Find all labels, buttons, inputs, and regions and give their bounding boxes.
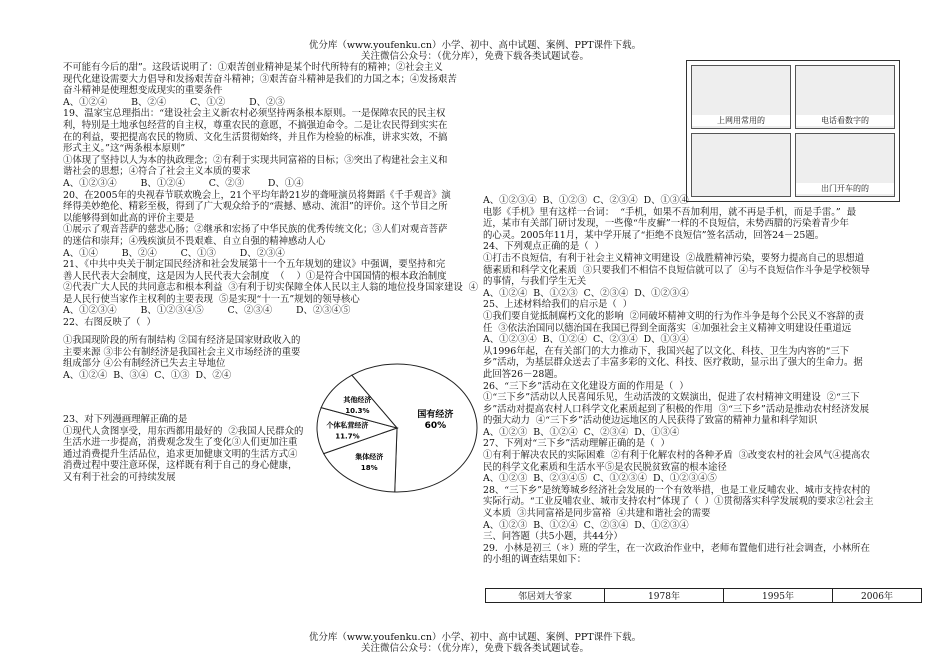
text-line: A、①②③ B、①②④ C、②③④ D、①②③④: [483, 519, 689, 531]
table-row: [486, 589, 922, 603]
text-line: ①体现了坚持以人为本的执政理念；②有利于实现共同富裕的目标；③突出了构建社会主义和: [63, 154, 448, 166]
text-line: 以能够得到如此高的评价主要是: [63, 212, 195, 224]
text-line: 不可能有今后的甜”。这段话说明了：①艰苦创业精神是某个时代所特有的精神；②社会主义: [63, 62, 443, 73]
question-22-options: [63, 335, 318, 381]
cartoon-caption-2: 电话看数字的: [796, 115, 894, 126]
text-line: 23、对下列漫画理解正确的是: [63, 414, 188, 425]
text-line: 通过消费提升生活品位，追求更加健康文明的生活方式④: [63, 448, 298, 460]
text-line: 德素质和科学文化素质 ③只要我们不相信不良短信就可以了 ④与不良短信作斗争是学校领导: [483, 264, 870, 276]
cartoon-panel-2: [795, 65, 895, 129]
text-line: 善人民代表大会制度，这是因为人民代表大会制度 （ ）①是符合中国国情的根本政治制度: [63, 270, 447, 282]
pie-slice-value: 11.7%: [335, 432, 360, 441]
cartoon-panel-1: [691, 65, 791, 129]
text-line: 奋斗精神是使理想变成现实的重要条件: [63, 85, 223, 97]
text-line: 的事情，与我们学生无关: [483, 276, 587, 288]
text-line: ①展示了观音菩萨的慈悲心肠；②继承和宏扬了中华民族的优秀传统文化；③人们对观音菩萨: [63, 224, 448, 236]
text-line: 三、问答题（共5小题，共44分）: [483, 531, 623, 543]
cartoon-caption-4: 出门开车的的: [796, 183, 894, 194]
text-line: 近，某市有关部门研讨发现，一些像“牛皮癣”一样的不良短信，未势西腊的污染着青少年: [483, 218, 849, 230]
text-line: 乡”活动，为基层群众送去了丰富多彩的文化、科技、医疗救助，显示出了强大的生命力。据: [483, 357, 863, 369]
text-line: 的心灵。2005年11月，某中学开展了“拒绝不良短信”签名活动，回答24－25题。: [483, 229, 825, 241]
text-line: 任 ③依法治国同以德治国在我国已得到全面落实 ④加强社会主义精神文明建设任重道远: [483, 322, 852, 334]
text-line: 24、下列观点正确的是（ ）: [483, 241, 605, 253]
pie-slice-value: 60%: [424, 420, 447, 431]
text-line: 消费过程中要注意环保，这样既有利于自己的身心健康，: [63, 460, 298, 472]
text-line: A、①②③④ B、①②③ C、②③④ D、①③④: [483, 195, 689, 206]
footer-line-1: 优分库（www.youfenku.cn）小学、初中、高中试题、案例、PPT课件下载。: [308, 632, 642, 643]
table-cell: 1995年: [724, 589, 833, 603]
text-line: 电影《手机》里有这样一台词： “手机，如果不吾加利用，就不再是手机，而是手雷。” 最: [483, 206, 857, 218]
text-line: A、①②③ B、②③④⑤ C、①②③④ D、①②③④⑤: [483, 473, 717, 485]
text-line: 的小组的调查结果如下：: [483, 554, 587, 566]
right-column: [483, 195, 895, 566]
text-line: 实际行动。“工业反哺农业、城市支持农村”体现了（ ）①贯彻落实科学发展观的要求②社会主: [483, 496, 874, 508]
text-line: A、①②③④ B、①②③④⑤ C、②③④ D、②③④⑤: [63, 305, 351, 317]
left-column: [63, 62, 483, 329]
text-line: 形式主义。”这“两条根本原则”: [63, 143, 186, 155]
pie-slice-label: 国有经济: [417, 409, 454, 420]
text-line: 主要来源 ③非公有制经济是我国社会主义市场经济的重要: [63, 346, 301, 358]
text-line: 谐社会的思想；④符合了社会主义本质的要求: [63, 166, 251, 178]
text-line: 的强大动力 ④“三下乡”活动使边远地区的人民获得了致富的精神力量和科学知识: [483, 415, 818, 427]
text-line: ②代表广大人民的共同意志和根本利益 ③有利于切实保障全体人民以主人翁的地位投身国家建设 ④: [63, 282, 479, 294]
header-line-1: 优分库（www.youfenku.cn）小学、初中、高中试题、案例、PPT课件下载。: [308, 40, 642, 51]
text-line: 又有利于社会的可持续发展: [63, 471, 176, 483]
text-line: 20、在2005年的央视春节联欢晚会上，21个平均年龄21岁的聋哑演员将舞蹈《千手观音》演: [63, 189, 451, 201]
text-line: A、①②③④ B、①②④ C、②③④ D、①③④: [483, 334, 689, 346]
text-line: 25、上述材料给我们的启示是（ ）: [483, 299, 633, 311]
cartoon-caption-1: 上网用常用的: [692, 115, 790, 126]
question-23: [63, 414, 318, 484]
survey-table: [485, 588, 922, 603]
text-line: 在的利益，要把提高农民的物质、文化生活贯彻始终，并且作为检验的标准，讲求实效，不搞: [63, 131, 448, 143]
consumption-cartoon: [686, 60, 900, 202]
pie-slice-label: 集体经济: [355, 452, 384, 461]
text-line: 27、下列对“三下乡”活动理解正确的是（ ）: [483, 438, 670, 450]
pie-slice-label: 其他经济: [343, 396, 372, 405]
text-line: 组成部分 ④公有制经济已失去主导地位: [63, 358, 226, 370]
table-cell: 1978年: [605, 589, 724, 603]
text-line: 的迷信和崇拜；④残疾演员不畏艰难、自立自强的精神感动人心: [63, 235, 326, 247]
table-cell: 2006年: [833, 589, 922, 603]
text-line: 29．小林是初三（＊）班的学生，在一次政治作业中，老师布置他们进行社会调查，小林所在: [483, 542, 870, 554]
text-line: 生活水进一步提高，消费观念发生了变化③人们更加注重: [63, 437, 298, 449]
page-footer: [0, 632, 950, 654]
text-line: A、①④ B、②④ C、①③ D、②③④: [63, 247, 285, 259]
pie-slice-value: 10.3%: [345, 407, 370, 416]
cartoon-panel-3: [691, 133, 791, 197]
pie-slice-value: 18%: [360, 463, 378, 472]
text-line: ①有利于解决农民的实际困难 ②有利于化解农村的各种矛盾 ③改变农村的社会风气④提高农: [483, 450, 870, 462]
pie-slice-label: 个体私营经济: [326, 421, 369, 430]
text-line: 22、右图反映了（ ）: [63, 317, 156, 329]
text-line: 19、温家宝总理指出：“建设社会主义新农村必须坚持两条根本原则。一是保障农民的民主权: [63, 108, 446, 120]
header-line-2: 关注微信公众号：（优分库），免费下载各类试题试卷。: [360, 51, 589, 62]
text-line: 现代化建设需要大力倡导和发扬艰苦奋斗精神；③艰苦奋斗精神是我们的力国之本；④发扬艰苦: [63, 73, 457, 85]
text-line: A、①②③ B、①②④ C、②③④ D、①③④: [483, 426, 680, 438]
text-line: 28、“三下乡”是统筹城乡经济社会发展的一个有效举措，也是工业反哺农业、城市支持农村的: [483, 484, 871, 496]
text-line: A、①②④ B、①②③ C、②③④ D、①②③④: [483, 287, 689, 299]
text-line: 义本质 ③共同富裕是同步富裕 ④共建和谐社会的需要: [483, 508, 711, 520]
ownership-pie-chart: [312, 360, 482, 495]
text-line: ①我们要自觉抵制腐朽文化的影响 ②同破坏精神文明的行为作斗争是每个公民义不容辞的责: [483, 310, 864, 322]
text-line: ①现代人贪图享受，用东西都用最好的 ②我国人民群众的: [63, 425, 304, 437]
text-line: 26、“三下乡”活动在文化建设方面的作用是（ ）: [483, 380, 689, 392]
text-line: ①“三下乡”活动以人民喜闻乐见，生动活泼的文娱演出，促进了农村精神文明建设 ②“三下: [483, 392, 860, 404]
text-line: A、①②④ B、③④ C、①③ D、②④: [63, 369, 232, 381]
text-line: 乡”活动对提高农村人口科学文化素质起到了积极的作用 ③“三下乡”活动是推动农村经济发展: [483, 403, 869, 415]
text-line: 是人民行使当家作主权利的主要表现 ⑤是实现“十一五”规划的领导核心: [63, 293, 360, 305]
footer-line-2: 关注微信公众号：（优分库），免费下载各类试题试卷。: [360, 643, 589, 654]
text-line: A、①②③④ B、①②④ C、②③ D、①④: [63, 177, 304, 189]
page-header: [0, 40, 950, 62]
text-line: ①打击不良短信，有利于社会主义精神文明建设 ②战胜精神污染，要努力提高自己的思想道: [483, 252, 864, 264]
text-line: A、①②④ B、②④ C、①② D、②③: [63, 96, 285, 108]
text-line: 从1996年起，在有关部门的大力推动下，我国兴起了以文化、科技、卫生为内容的“三下: [483, 345, 850, 357]
table-cell: 邻居刘大爷家: [486, 589, 605, 603]
text-line: 绎得美妙绝伦、精彩至极，得到了广大观众给予的“震撼、感动、流泪”的评价。这个节目之所: [63, 201, 448, 213]
text-line: 此回答26－28题。: [483, 368, 564, 380]
text-line: 民的科学文化素质和生活水平⑤是农民脱贫致富的根本途径: [483, 461, 727, 473]
text-line: 利，特别是土地承包经营的自主权，尊重农民的意愿，不搞强迫命令。二是让农民得到实实在: [63, 119, 448, 131]
cartoon-panel-4: [795, 133, 895, 197]
text-line: 21、《中共中央关于制定国民经济和社会发展第十一个五年规划的建议》中强调，要坚持和完: [63, 259, 446, 271]
text-line: ①我国现阶段的所有制结构 ②国有经济是国家财政收入的: [63, 335, 301, 346]
